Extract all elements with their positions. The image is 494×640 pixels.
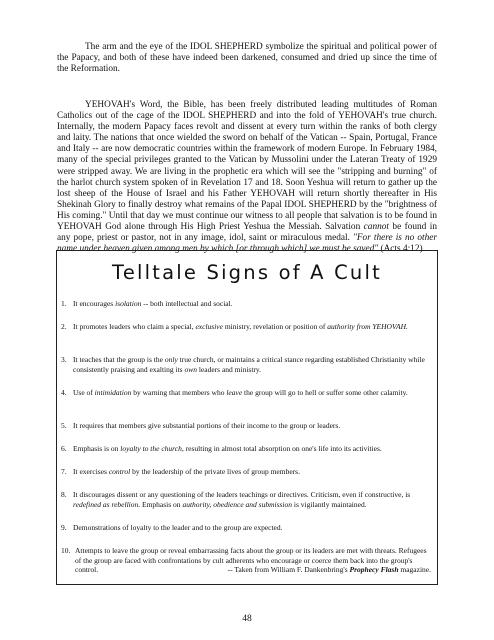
source-prefix: -- Taken from William F. Dankenbring's [227, 565, 348, 575]
item-text: It requires that members give substantial portions of their income to the group or leaders. [73, 421, 341, 430]
body-text-continued: be found in any pope, priest or pastor, not in any image, idol, saint or miraculous medal. [57, 222, 437, 244]
item-number: 2. [61, 322, 67, 331]
item-text: leaders and ministry. [198, 364, 262, 374]
item-number: 6. [61, 444, 67, 453]
item-text: It exercises [73, 467, 107, 476]
list-item [61, 444, 431, 454]
item-emphasis: authority, obedience and submission [182, 499, 293, 509]
source-suffix: magazine. [400, 565, 431, 575]
item-text: Emphasis is on [73, 444, 119, 453]
scripture-quote: "For there is no other name under heaven given among men by which [or through which] we must be saved" [57, 233, 437, 255]
body-text: YEHOVAH's Word, the Bible, has been freely distributed leading multitudes of Roman Catholics out of the cage of the IDOL SHEPHERD and into the fold of YEHOVAH's true church. Internally, the modern Papacy faces revolt and dissent at every turn within the ranks of both clergy and laity. The nations that once wielded the sword on behalf of the Vatican -- Spain, Portugal, France and Italy -- are now democratic countries within the framework of modern Europe. In February 1984, many of the special privileges granted to the Vatican by Mussolini under the Lateran Treaty of 1929 were stripped away. We are living in the prophetic era which will see the "stripping and burning" of the harlot church system spoken of in Revelation 17 and 18. Soon Yeshua will return to gather up the lost sheep of the House of Israel and his Father YEHOVAH will return shortly thereafter in His Shekinah Glory to finally destroy what remains of the Papal IDOL SHEPHERD by the "brightness of His coming." Until that day we must continue our witness to all people that salvation is to be found in YEHOVAH God alone through His High Priest Yeshua the Messiah. Salvation [57, 100, 437, 233]
item-number: 7. [61, 467, 67, 476]
list-item [61, 299, 431, 309]
body-paragraph [57, 100, 437, 255]
intro-text: The arm and the eye of the IDOL SHEPHERD symbolize the spiritual and political power of the Papacy, and both of these have indeed been darkened, consumed and dried up since the time of the Reformation. [57, 42, 437, 75]
item-emphasis: redefined as rebellion [73, 499, 139, 509]
item-text: by the leadership of the private lives of group members. [132, 467, 300, 476]
item-text: is vigilantly maintained. [293, 499, 367, 509]
source-credit [228, 565, 431, 575]
item-text: It encourages [73, 299, 114, 308]
list-item [61, 355, 431, 374]
list-item [61, 523, 431, 533]
cult-signs-box [56, 250, 438, 585]
item-text: -- both intellectual and social. [143, 299, 233, 308]
item-emphasis: leave [226, 388, 243, 397]
item-text: true church, or maintains a critical stance regarding established Christianity while consistently praising and exalting its [73, 355, 425, 374]
list-item [61, 490, 431, 509]
emphasis-cannot: cannot [363, 222, 389, 233]
item-text: Use of [73, 388, 93, 397]
list-item [61, 467, 431, 477]
item-emphasis: own [184, 364, 197, 374]
item-emphasis: loyalty to the church [120, 444, 182, 453]
item-emphasis: only [164, 355, 178, 364]
item-emphasis: exclusive [195, 322, 223, 331]
item-number: 10. [61, 546, 71, 555]
list-item [61, 388, 431, 398]
item-text: ministry, revelation or position of [224, 322, 326, 331]
item-text: Demonstrations of loyalty to the leader and to the group are expected. [73, 523, 283, 532]
item-emphasis: intimidation [94, 388, 132, 397]
list-item [61, 322, 431, 332]
item-number: 3. [61, 355, 67, 364]
scripture-reference: (Acts 4:12). [380, 244, 425, 255]
item-text: by warning that members who [133, 388, 225, 397]
item-text: . Emphasis on [138, 499, 181, 509]
intro-paragraph [57, 42, 437, 75]
item-number: 8. [61, 490, 67, 499]
item-emphasis: isolation [115, 299, 142, 308]
item-text: It teaches that the group is the [73, 355, 163, 364]
list-item [61, 546, 431, 575]
item-text: It promotes leaders who claim a special, [73, 322, 194, 331]
source-publication: Prophecy Flash [349, 565, 399, 575]
page-number: 48 [242, 614, 252, 624]
item-number: 1. [61, 299, 67, 308]
item-text: Attempts to leave the group or reveal embarrassing facts about the group or its leaders are met with threats. Refugees of the group are faced with confrontations by cult adherents who encourage or coerce them back into the group's control. [75, 546, 427, 575]
item-text: It discourages dissent or any questioning of the leaders teachings or directives. Criticism, even if constructive, is [73, 490, 411, 499]
item-text: the group will go to hell or suffer some other calamity. [244, 388, 408, 397]
box-title: Telltale Signs of A Cult [112, 261, 382, 284]
item-number: 5. [61, 421, 67, 430]
item-emphasis: control [108, 467, 131, 476]
item-number: 4. [61, 388, 67, 397]
item-number: 9. [61, 523, 67, 532]
item-emphasis: authority from YEHOVAH. [327, 322, 408, 331]
list-item [61, 421, 431, 431]
item-text: , resulting in almost total absorption on one's life into its activities. [181, 444, 382, 453]
